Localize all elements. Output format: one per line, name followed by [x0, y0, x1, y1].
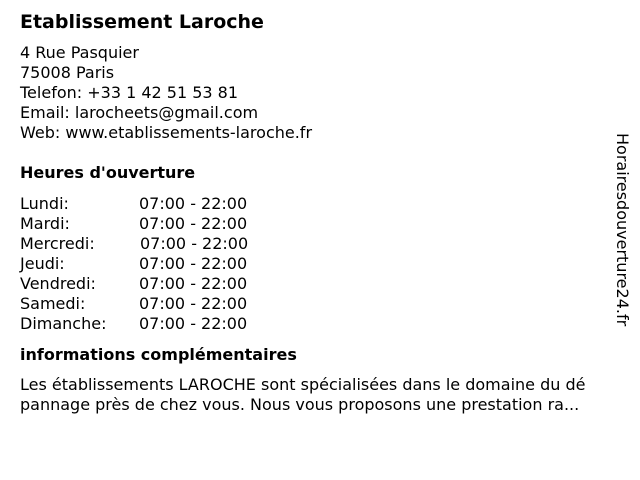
day-label: Samedi: — [20, 294, 86, 313]
description-line-1: Les établissements LAROCHE sont spécialisées dans le domaine du dé — [20, 375, 586, 394]
day-label: Dimanche: — [20, 314, 107, 333]
hours-row-saturday — [20, 294, 620, 314]
web-line: Web: www.etablissements-laroche.fr — [20, 123, 313, 142]
time-range: 07:00 - 22:00 — [139, 274, 248, 293]
day-label: Mercredi: — [20, 234, 95, 253]
day-label: Mardi: — [20, 214, 70, 233]
hours-row-friday — [20, 274, 620, 294]
address-city: 75008 Paris — [20, 63, 115, 82]
hours-row-sunday — [20, 314, 620, 334]
day-label: Lundi: — [20, 194, 69, 213]
additional-info-heading: informations complémentaires — [20, 345, 297, 364]
day-label: Jeudi: — [20, 254, 65, 273]
hours-row-monday — [20, 194, 620, 214]
site-watermark: Horairesdouverture24.fr — [613, 133, 632, 327]
day-label: Vendredi: — [20, 274, 96, 293]
business-name: Etablissement Laroche — [20, 11, 264, 33]
time-range: 07:00 - 22:00 — [139, 194, 248, 213]
time-range: 07:00 - 22:00 — [139, 294, 248, 313]
time-range: 07:00 - 22:00 — [139, 214, 248, 233]
description-line-2: pannage près de chez vous. Nous vous proposons une prestation ra... — [20, 395, 580, 414]
address-street: 4 Rue Pasquier — [20, 43, 139, 62]
email-line: Email: larocheets@gmail.com — [20, 103, 259, 122]
opening-hours-heading: Heures d'ouverture — [20, 163, 196, 182]
opening-hours-table — [20, 194, 620, 334]
hours-row-wednesday — [20, 234, 620, 254]
business-card — [20, 10, 620, 415]
time-range: 07:00 - 22:00 — [139, 314, 248, 333]
time-range: 07:00 - 22:00 — [139, 254, 248, 273]
hours-row-tuesday — [20, 214, 620, 234]
time-range: 07:00 - 22:00 — [140, 234, 249, 253]
hours-row-thursday — [20, 254, 620, 274]
phone-line: Telefon: +33 1 42 51 53 81 — [20, 83, 239, 102]
